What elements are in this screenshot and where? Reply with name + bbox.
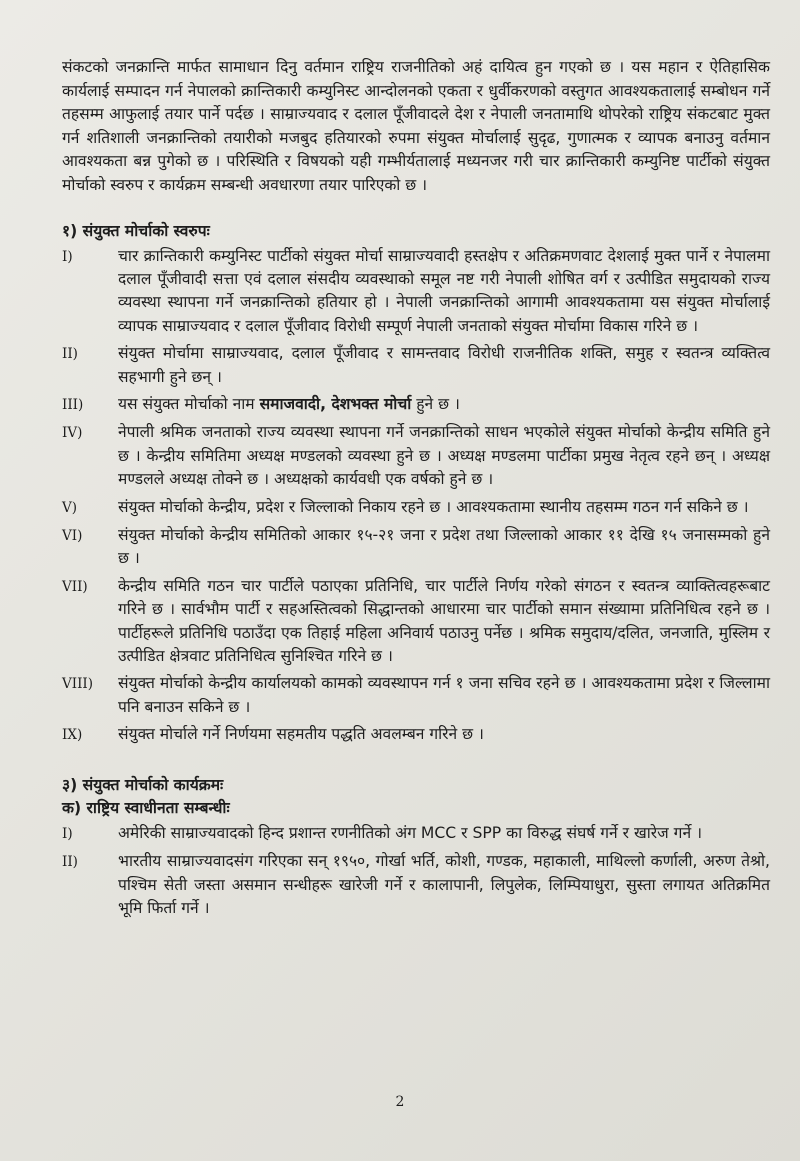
item-number: VIII): [62, 676, 94, 693]
list-item: [62, 822, 770, 846]
item-number: I): [62, 825, 73, 842]
item-text: संयुक्त मोर्चाको केन्द्रीय समितिको आकार १५-२१ जना र प्रदेश तथा जिल्लाको आकार ११ देखि १५ जनासम्मको हुने छ ।: [118, 526, 770, 568]
item-number: VII): [62, 578, 88, 595]
list-item: [62, 421, 770, 491]
item-number: V): [62, 499, 78, 516]
section3-heading: ३) संयुक्त मोर्चाको कार्यक्रमः: [62, 775, 224, 794]
item-text: संयुक्त मोर्चाको केन्द्रीय कार्यालयको कामको व्यवस्थापन गर्न १ जना सचिव रहने छ । आवश्यकतामा प्रदेश र जिल्लामा पनि बनाउन सकिने छ ।: [118, 674, 770, 716]
list-item: [62, 850, 770, 920]
item-text: केन्द्रीय समिति गठन चार पार्टीले पठाएका प्रतिनिधि, चार पार्टीले निर्णय गरेको संगठन र स्वतन्त्र व्याक्तित्वहरूबाट गरिने छ । सार्वभौम पार्टी र सहअस्तित्वको सिद्धान्तको आधारमा चार पार्टीको समान संख्यामा प्रतिनिधित्व रहने छ । पार्टीहरूले प्रतिनिधि पठाउँदा एक तिहाई महिला अनिवार्य पठाउनु पर्नेछ । श्रमिक समुदाय/दलित, जनजाति, मुस्लिम र उत्पीडित क्षेत्रवाट प्रतिनिधित्व सुनिश्चित गरिने छ ।: [118, 576, 770, 666]
section1-heading: १) संयुक्त मोर्चाको स्वरुपः: [62, 221, 210, 240]
section1-list: [62, 245, 770, 748]
item-text-post: हुने छ ।: [411, 395, 460, 413]
list-item: [62, 245, 770, 339]
item-text: संयुक्त मोर्चामा साम्राज्यवाद, दलाल पूँजीवाद र सामन्तवाद विरोधी राजनीतिक शक्ति, समुह र स्वतन्त्र व्यक्तित्व सहभागी हुने छन् ।: [118, 344, 770, 386]
list-item: [62, 672, 770, 719]
item-number: II): [62, 346, 78, 363]
item-text: संयुक्त मोर्चाले गर्ने निर्णयमा सहमतीय पद्धति अवलम्बन गरिने छ ।: [118, 725, 484, 744]
list-item: [62, 575, 770, 669]
item-text-pre: यस संयुक्त मोर्चाको नाम: [118, 395, 260, 413]
list-item: [62, 723, 770, 747]
list-item: [62, 342, 770, 389]
item-text: अमेरिकी साम्राज्यवादको हिन्द प्रशान्त रणनीतिको अंग MCC र SPP का विरुद्ध संघर्ष गर्ने र खारेज गर्ने ।: [118, 823, 702, 842]
front-name-bold: समाजवादी, देशभक्त मोर्चा: [259, 395, 412, 413]
item-text: चार क्रान्तिकारी कम्युनिस्ट पार्टीको संयुक्त मोर्चा साम्राज्यवादी हस्तक्षेप र अतिक्रमणवाट देशलाई मुक्त पार्ने र नेपालमा दलाल पूँजीवादी सत्ता एवं दलाल संसदीय व्यवस्थाको समूल नष्ट गरी नेपाली शोषित वर्ग र उत्पीडित समुदायको राज्य व्यवस्था स्थापना गर्ने जनक्रान्तिको हतियार हो । नेपाली जनक्रान्तिको आगामी आवश्यकतामा यस संयुक्त मोर्चालाई व्यापक साम्राज्यवाद र दलाल पूँजीवाद विरोधी सम्पूर्ण नेपाली जनताको संयुक्त मोर्चामा विकास गरिने छ ।: [118, 246, 770, 335]
item-number: IV): [62, 425, 83, 442]
list-item: [62, 393, 770, 417]
page-number: 2: [395, 1094, 405, 1110]
intro-paragraph: संकटको जनक्रान्ति मार्फत सामाधान दिनु वर्तमान राष्ट्रिय राजनीतिको अहं दायित्व हुन गएको छ । यस महान र ऐतिहासिक कार्यलाई सम्पादन गर्न नेपालको क्रान्तिकारी कम्युनिस्ट आन्दोलनको एकता र धुर्वीकरणको वस्तुगत आवश्यकतालाई सम्बोधन गर्ने तहसम्म आफुलाई तयार पार्ने पर्दछ । साम्राज्यवाद र दलाल पूँजीवादले देश र नेपाली जनतामाथि थोपरेको राष्ट्रिय संकटबाट मुक्त गर्न शतिशाली जनक्रान्तिको तयारीको मजबुद हतियारको रुपमा संयुक्त मोर्चालाई सुदृढ, गुणात्मक र व्यापक बनाउनु वर्तमान आवश्यकता बन्न पुगेको छ । परिस्थिति र विषयको यही गम्भीर्यतालाई मध्यनजर गरी चार क्रान्तिकारी कम्युनिष्ट पार्टीको संयुक्त मोर्चाको स्वरुप र कार्यक्रम सम्बन्धी अवधारणा तयार पारिएको छ ।: [62, 58, 770, 194]
item-text: नेपाली श्रमिक जनताको राज्य व्यवस्था स्थापना गर्ने जनक्रान्तिको साधन भएकोले संयुक्त मोर्चाको केन्द्रीय समिति हुने छ । केन्द्रीय समितिमा अध्यक्ष मण्डलको व्यवस्था हुने छ । अध्यक्ष मण्डलमा पार्टीका प्रमुख नेतृत्व रहने छन् । अध्यक्ष मण्डलले अध्यक्ष तोक्ने छ । अध्यक्षको कार्यवधी एक वर्षको हुने छ ।: [118, 423, 770, 489]
item-number: II): [62, 854, 78, 871]
section-spacer: [62, 752, 770, 774]
item-number: III): [62, 397, 84, 413]
item-number: I): [62, 248, 73, 265]
item-number: IX): [62, 727, 83, 744]
item-text: भारतीय साम्राज्यवादसंग गरिएका सन् १९५०, गोर्खा भर्ति, कोशी, गण्डक, महाकाली, माथिल्लो कर्णाली, अरुण तेश्रो, पश्चिम सेती जस्ता असमान सन्धीहरू खारेजी गर्ने र कालापानी, लिपुलेक, लिम्पियाधुरा, सुस्ता लगायत अतिक्रमित भूमि फिर्ता गर्ने ।: [118, 852, 770, 917]
item-text: [118, 393, 770, 417]
item-number: VI): [62, 528, 83, 545]
item-text: संयुक्त मोर्चाको केन्द्रीय, प्रदेश र जिल्लाको निकाय रहने छ । आवश्यकतामा स्थानीय तहसम्म गठन गर्न सकिने छ ।: [118, 497, 749, 516]
section3-subheading: क) राष्ट्रिय स्वाधीनता सम्बन्धीः: [62, 798, 230, 817]
section3-list: [62, 822, 770, 921]
list-item: [62, 524, 770, 571]
list-item: [62, 496, 770, 520]
